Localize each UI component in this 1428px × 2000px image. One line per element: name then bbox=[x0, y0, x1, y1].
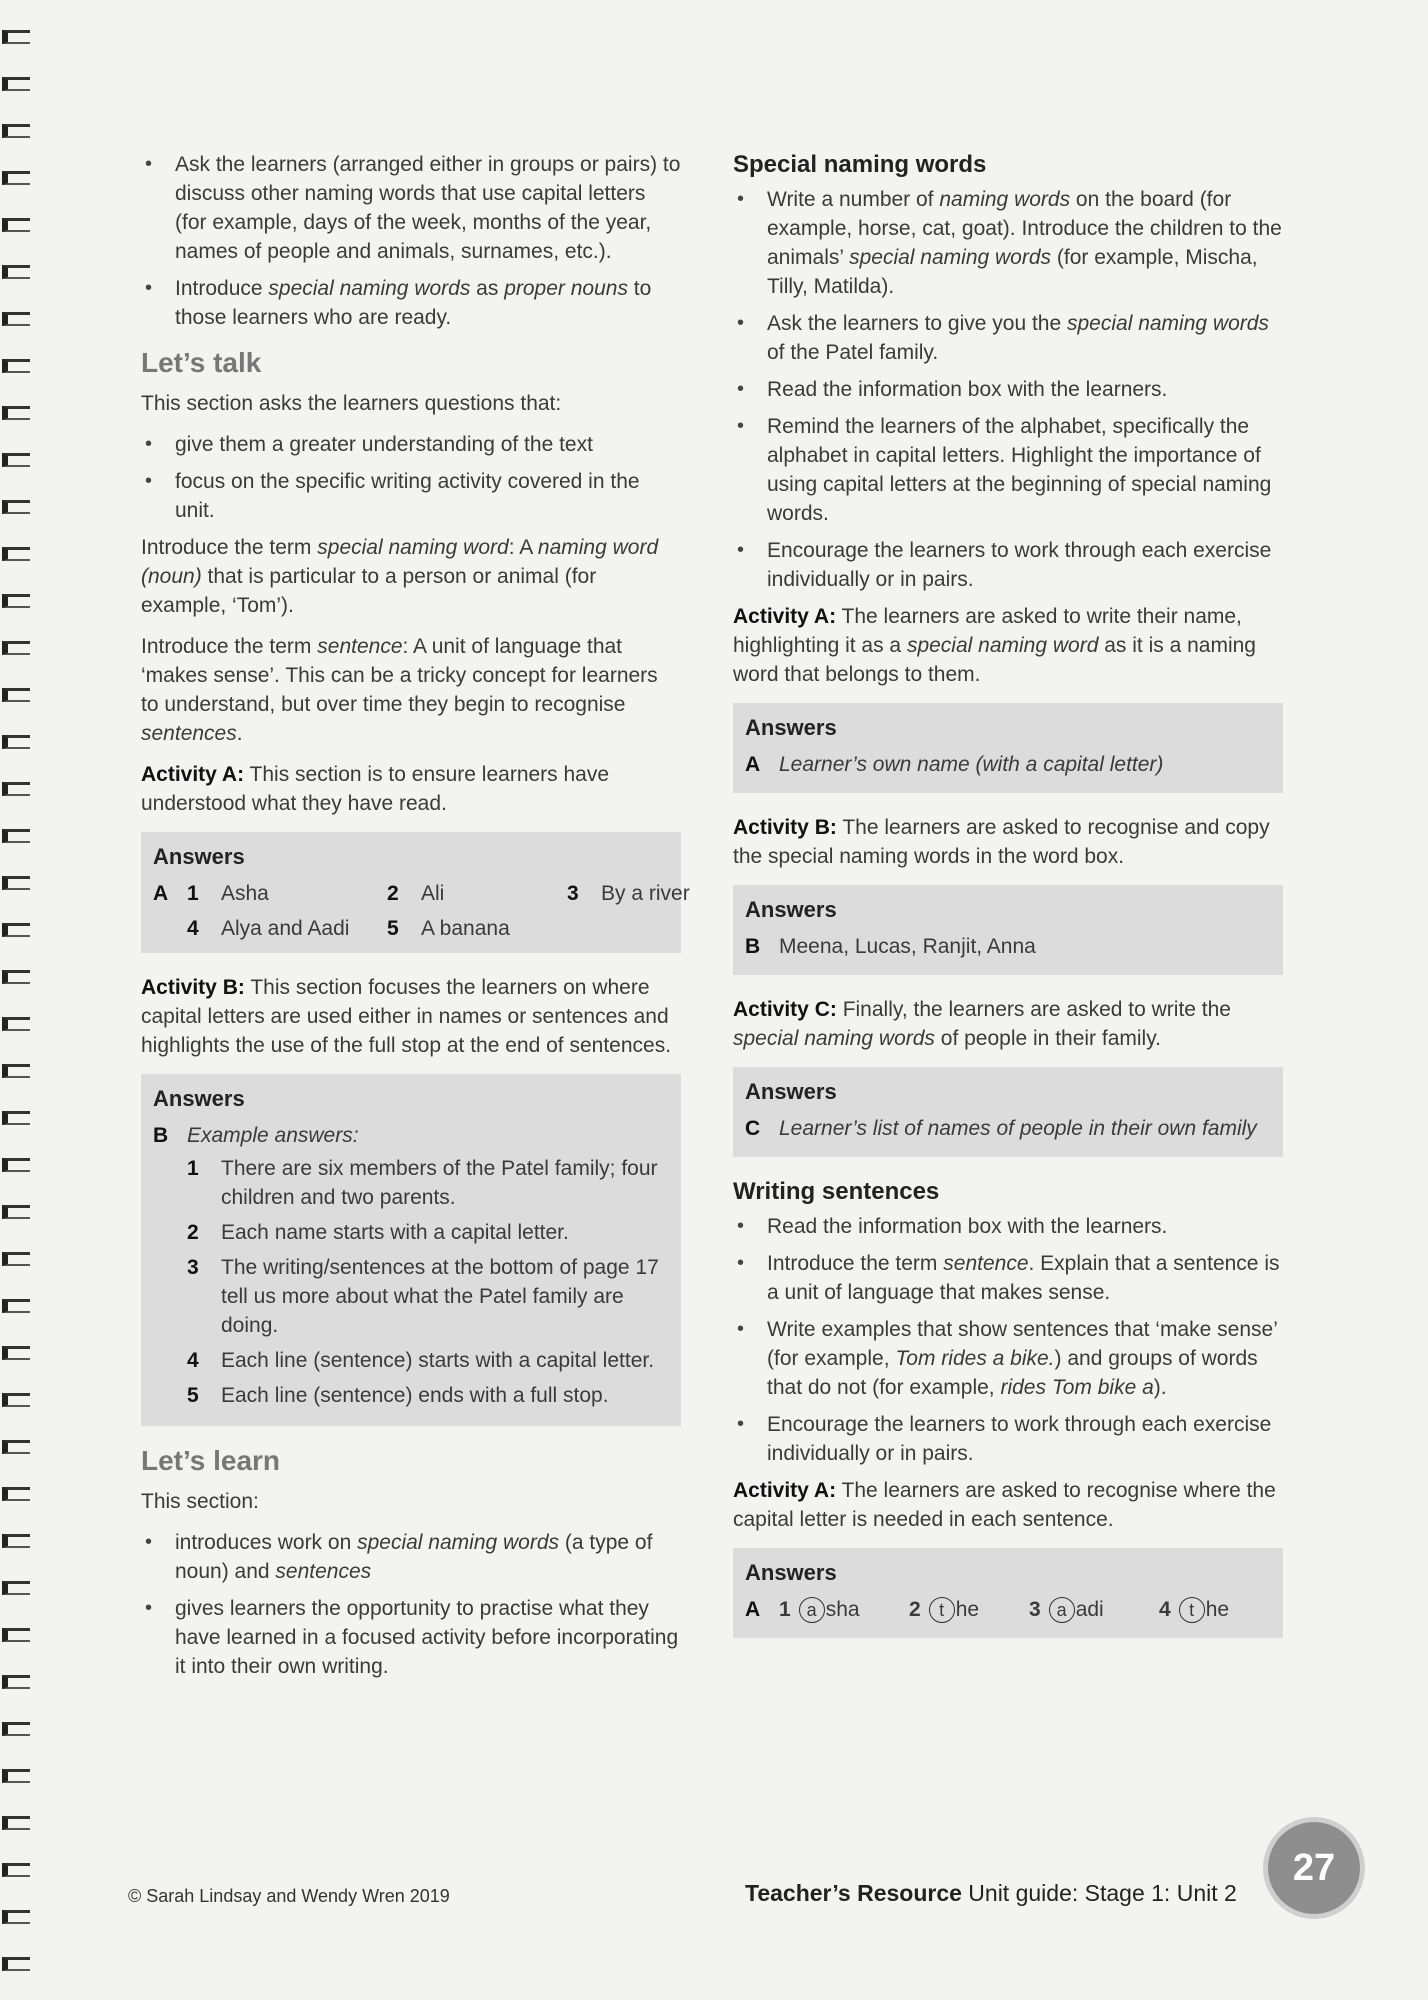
answers-grid bbox=[153, 879, 690, 943]
binding-ring bbox=[2, 1393, 30, 1407]
binding-ring bbox=[2, 1487, 30, 1501]
activity-b: Activity B: This section focuses the learners on where capital letters are used either in names or sentences and highlights the use of the full stop at the end of sentences. bbox=[141, 976, 672, 1057]
answer-item: 4 Alya and Aadi bbox=[187, 917, 350, 940]
list-item: • Write a number of naming words on the board (for example, horse, cat, goat). Introduce the children to the animals’ special naming words (for example, Mischa, Tilly, Matilda). bbox=[733, 185, 1283, 301]
answers-title: Answers bbox=[745, 715, 837, 740]
binding-ring bbox=[2, 77, 30, 91]
binding-ring bbox=[2, 1675, 30, 1689]
right-column bbox=[733, 150, 1283, 1658]
binding-ring bbox=[2, 453, 30, 467]
answer-item: 4 t he bbox=[1159, 1598, 1230, 1621]
answer-item: 3 a adi bbox=[1029, 1598, 1104, 1621]
special-naming-words-heading: Special naming words bbox=[733, 151, 987, 178]
binding-ring bbox=[2, 923, 30, 937]
special-naming-words-list bbox=[733, 185, 1283, 594]
binding-ring bbox=[2, 641, 30, 655]
running-footer: Teacher’s Resource Unit guide: Stage 1: Unit 2 bbox=[745, 1880, 1237, 1906]
binding-ring bbox=[2, 1440, 30, 1454]
answers-list bbox=[153, 1154, 669, 1410]
activity-b: Activity B: The learners are asked to recognise and copy the special naming words in the word box. bbox=[733, 816, 1270, 868]
binding-ring bbox=[2, 1017, 30, 1031]
activity-a: Activity A: The learners are asked to recognise where the capital letter is needed in each sentence. bbox=[733, 1479, 1276, 1531]
list-item: • introduces work on special naming words (a type of noun) and sentences bbox=[141, 1528, 681, 1586]
answers-box-b bbox=[733, 885, 1283, 975]
binding-ring bbox=[2, 171, 30, 185]
term-sentence: Introduce the term sentence: A unit of language that ‘makes sense’. This can be a tricky concept for learners to understand, but over time they begin to recognise sentences. bbox=[141, 635, 658, 745]
lets-talk-intro: This section asks the learners questions that: bbox=[141, 392, 562, 415]
answers-title: Answers bbox=[745, 1079, 837, 1104]
answer-row: C Learner’s list of names of people in their own family bbox=[745, 1117, 1257, 1140]
binding-ring bbox=[2, 1863, 30, 1877]
list-item: • Read the information box with the learners. bbox=[733, 1212, 1283, 1241]
lets-learn-heading: Let’s learn bbox=[141, 1445, 281, 1476]
answer-row: A Learner’s own name (with a capital letter) bbox=[745, 753, 1164, 776]
answers-box-a bbox=[733, 703, 1283, 793]
answers-title: Answers bbox=[153, 1086, 245, 1111]
binding-ring bbox=[2, 1299, 30, 1313]
binding-ring bbox=[2, 1910, 30, 1924]
list-item: • Introduce special naming words as proper nouns to those learners who are ready. bbox=[141, 274, 681, 332]
binding-ring bbox=[2, 876, 30, 890]
binding-ring bbox=[2, 312, 30, 326]
answer-letter: A bbox=[153, 882, 169, 905]
list-item: • Introduce the term sentence. Explain that a sentence is a unit of language that makes sense. bbox=[733, 1249, 1283, 1307]
intro-list bbox=[141, 150, 681, 332]
binding-ring bbox=[2, 1957, 30, 1971]
binding-ring bbox=[2, 1205, 30, 1219]
answer-row: B Meena, Lucas, Ranjit, Anna bbox=[745, 935, 1036, 958]
list-item: • give them a greater understanding of the text bbox=[141, 430, 681, 459]
lets-talk-heading: Let’s talk bbox=[141, 347, 262, 378]
activity-a: Activity A: The learners are asked to write their name, highlighting it as a special naming word as it is a naming word that belongs to them. bbox=[733, 605, 1256, 686]
binding-ring bbox=[2, 1064, 30, 1078]
left-column bbox=[141, 150, 690, 1689]
answers-box-c bbox=[733, 1067, 1283, 1157]
binding-ring bbox=[2, 1111, 30, 1125]
answer-item: 2 Ali bbox=[387, 882, 445, 905]
answer-item: 5 A banana bbox=[387, 917, 510, 940]
list-item: • gives learners the opportunity to practise what they have learned in a focused activity before incorporating it into their own writing. bbox=[141, 1594, 681, 1681]
binding-ring bbox=[2, 1816, 30, 1830]
answers-box-b bbox=[141, 1074, 681, 1426]
list-item: • Remind the learners of the alphabet, specifically the alphabet in capital letters. Highlight the importance of using capital letters at the beginning of special naming words. bbox=[733, 412, 1283, 528]
list-item: • Ask the learners (arranged either in groups or pairs) to discuss other naming words that use capital letters (for example, days of the week, months of the year, names of people and animals, surnames, etc.). bbox=[141, 150, 681, 266]
binding-ring bbox=[2, 688, 30, 702]
answers-title: Answers bbox=[745, 897, 837, 922]
page-number: 27 bbox=[1268, 1822, 1360, 1914]
binding-ring bbox=[2, 30, 30, 44]
binding-ring bbox=[2, 1252, 30, 1266]
binding-ring bbox=[2, 1722, 30, 1736]
answer-item: 4 Each line (sentence) starts with a capital letter. bbox=[187, 1349, 655, 1372]
binding-ring bbox=[2, 359, 30, 373]
binding-ring bbox=[2, 265, 30, 279]
list-item: • Write examples that show sentences that ‘make sense’ (for example, Tom rides a bike.) and groups of words that do not (for example, rides Tom bike a). bbox=[733, 1315, 1283, 1402]
answer-item: 5 Each line (sentence) ends with a full stop. bbox=[187, 1384, 609, 1407]
binding-ring bbox=[2, 829, 30, 843]
binding-ring bbox=[2, 406, 30, 420]
term-special-naming-word: Introduce the term special naming word: A naming word (noun) that is particular to a person or animal (for example, ‘Tom’). bbox=[141, 536, 659, 617]
answers-box-a bbox=[141, 832, 690, 953]
lets-talk-list bbox=[141, 430, 681, 525]
answers-box-ws bbox=[733, 1548, 1283, 1638]
binding-ring bbox=[2, 735, 30, 749]
answers-title: Answers bbox=[153, 844, 245, 869]
binding-ring bbox=[2, 1581, 30, 1595]
answer-item: 1 a sha bbox=[779, 1598, 860, 1621]
activity-a: Activity A: This section is to ensure learners have understood what they have read. bbox=[141, 763, 610, 815]
list-item: • Encourage the learners to work through each exercise individually or in pairs. bbox=[733, 536, 1283, 594]
lets-learn-intro: This section: bbox=[141, 1490, 259, 1513]
answer-item: 2 Each name starts with a capital letter. bbox=[187, 1221, 569, 1244]
binding-ring bbox=[2, 547, 30, 561]
copyright: © Sarah Lindsay and Wendy Wren 2019 bbox=[128, 1886, 450, 1906]
binding-ring bbox=[2, 782, 30, 796]
spiral-binding bbox=[0, 0, 40, 2000]
binding-ring bbox=[2, 594, 30, 608]
answer-item: 1 There are six members of the Patel family; four children and two parents. bbox=[187, 1157, 658, 1209]
answer-item: 2 t he bbox=[909, 1598, 980, 1621]
writing-sentences-list bbox=[733, 1212, 1283, 1468]
list-item: • focus on the specific writing activity covered in the unit. bbox=[141, 467, 681, 525]
binding-ring bbox=[2, 1769, 30, 1783]
answer-item: 3 By a river bbox=[567, 882, 690, 905]
binding-ring bbox=[2, 500, 30, 514]
binding-ring bbox=[2, 1534, 30, 1548]
answer-item: 1 Asha bbox=[187, 882, 269, 905]
answers-intro-row: B Example answers: bbox=[153, 1124, 359, 1147]
binding-ring bbox=[2, 970, 30, 984]
binding-ring bbox=[2, 218, 30, 232]
list-item: • Read the information box with the learners. bbox=[733, 375, 1283, 404]
binding-ring bbox=[2, 1346, 30, 1360]
answer-item: 3 The writing/sentences at the bottom of page 17 tell us more about what the Patel family are doing. bbox=[187, 1256, 659, 1337]
list-item: • Encourage the learners to work through each exercise individually or in pairs. bbox=[733, 1410, 1283, 1468]
binding-ring bbox=[2, 124, 30, 138]
lets-learn-list bbox=[141, 1528, 681, 1681]
list-item: • Ask the learners to give you the special naming words of the Patel family. bbox=[733, 309, 1283, 367]
answers-title: Answers bbox=[745, 1560, 837, 1585]
binding-ring bbox=[2, 1158, 30, 1172]
activity-c: Activity C: Finally, the learners are asked to write the special naming words of people in their family. bbox=[733, 998, 1231, 1050]
answer-row: A 1 a sha 2 t he 3 a adi 4 t he bbox=[745, 1595, 1271, 1624]
binding-ring bbox=[2, 1628, 30, 1642]
writing-sentences-heading: Writing sentences bbox=[733, 1178, 940, 1205]
